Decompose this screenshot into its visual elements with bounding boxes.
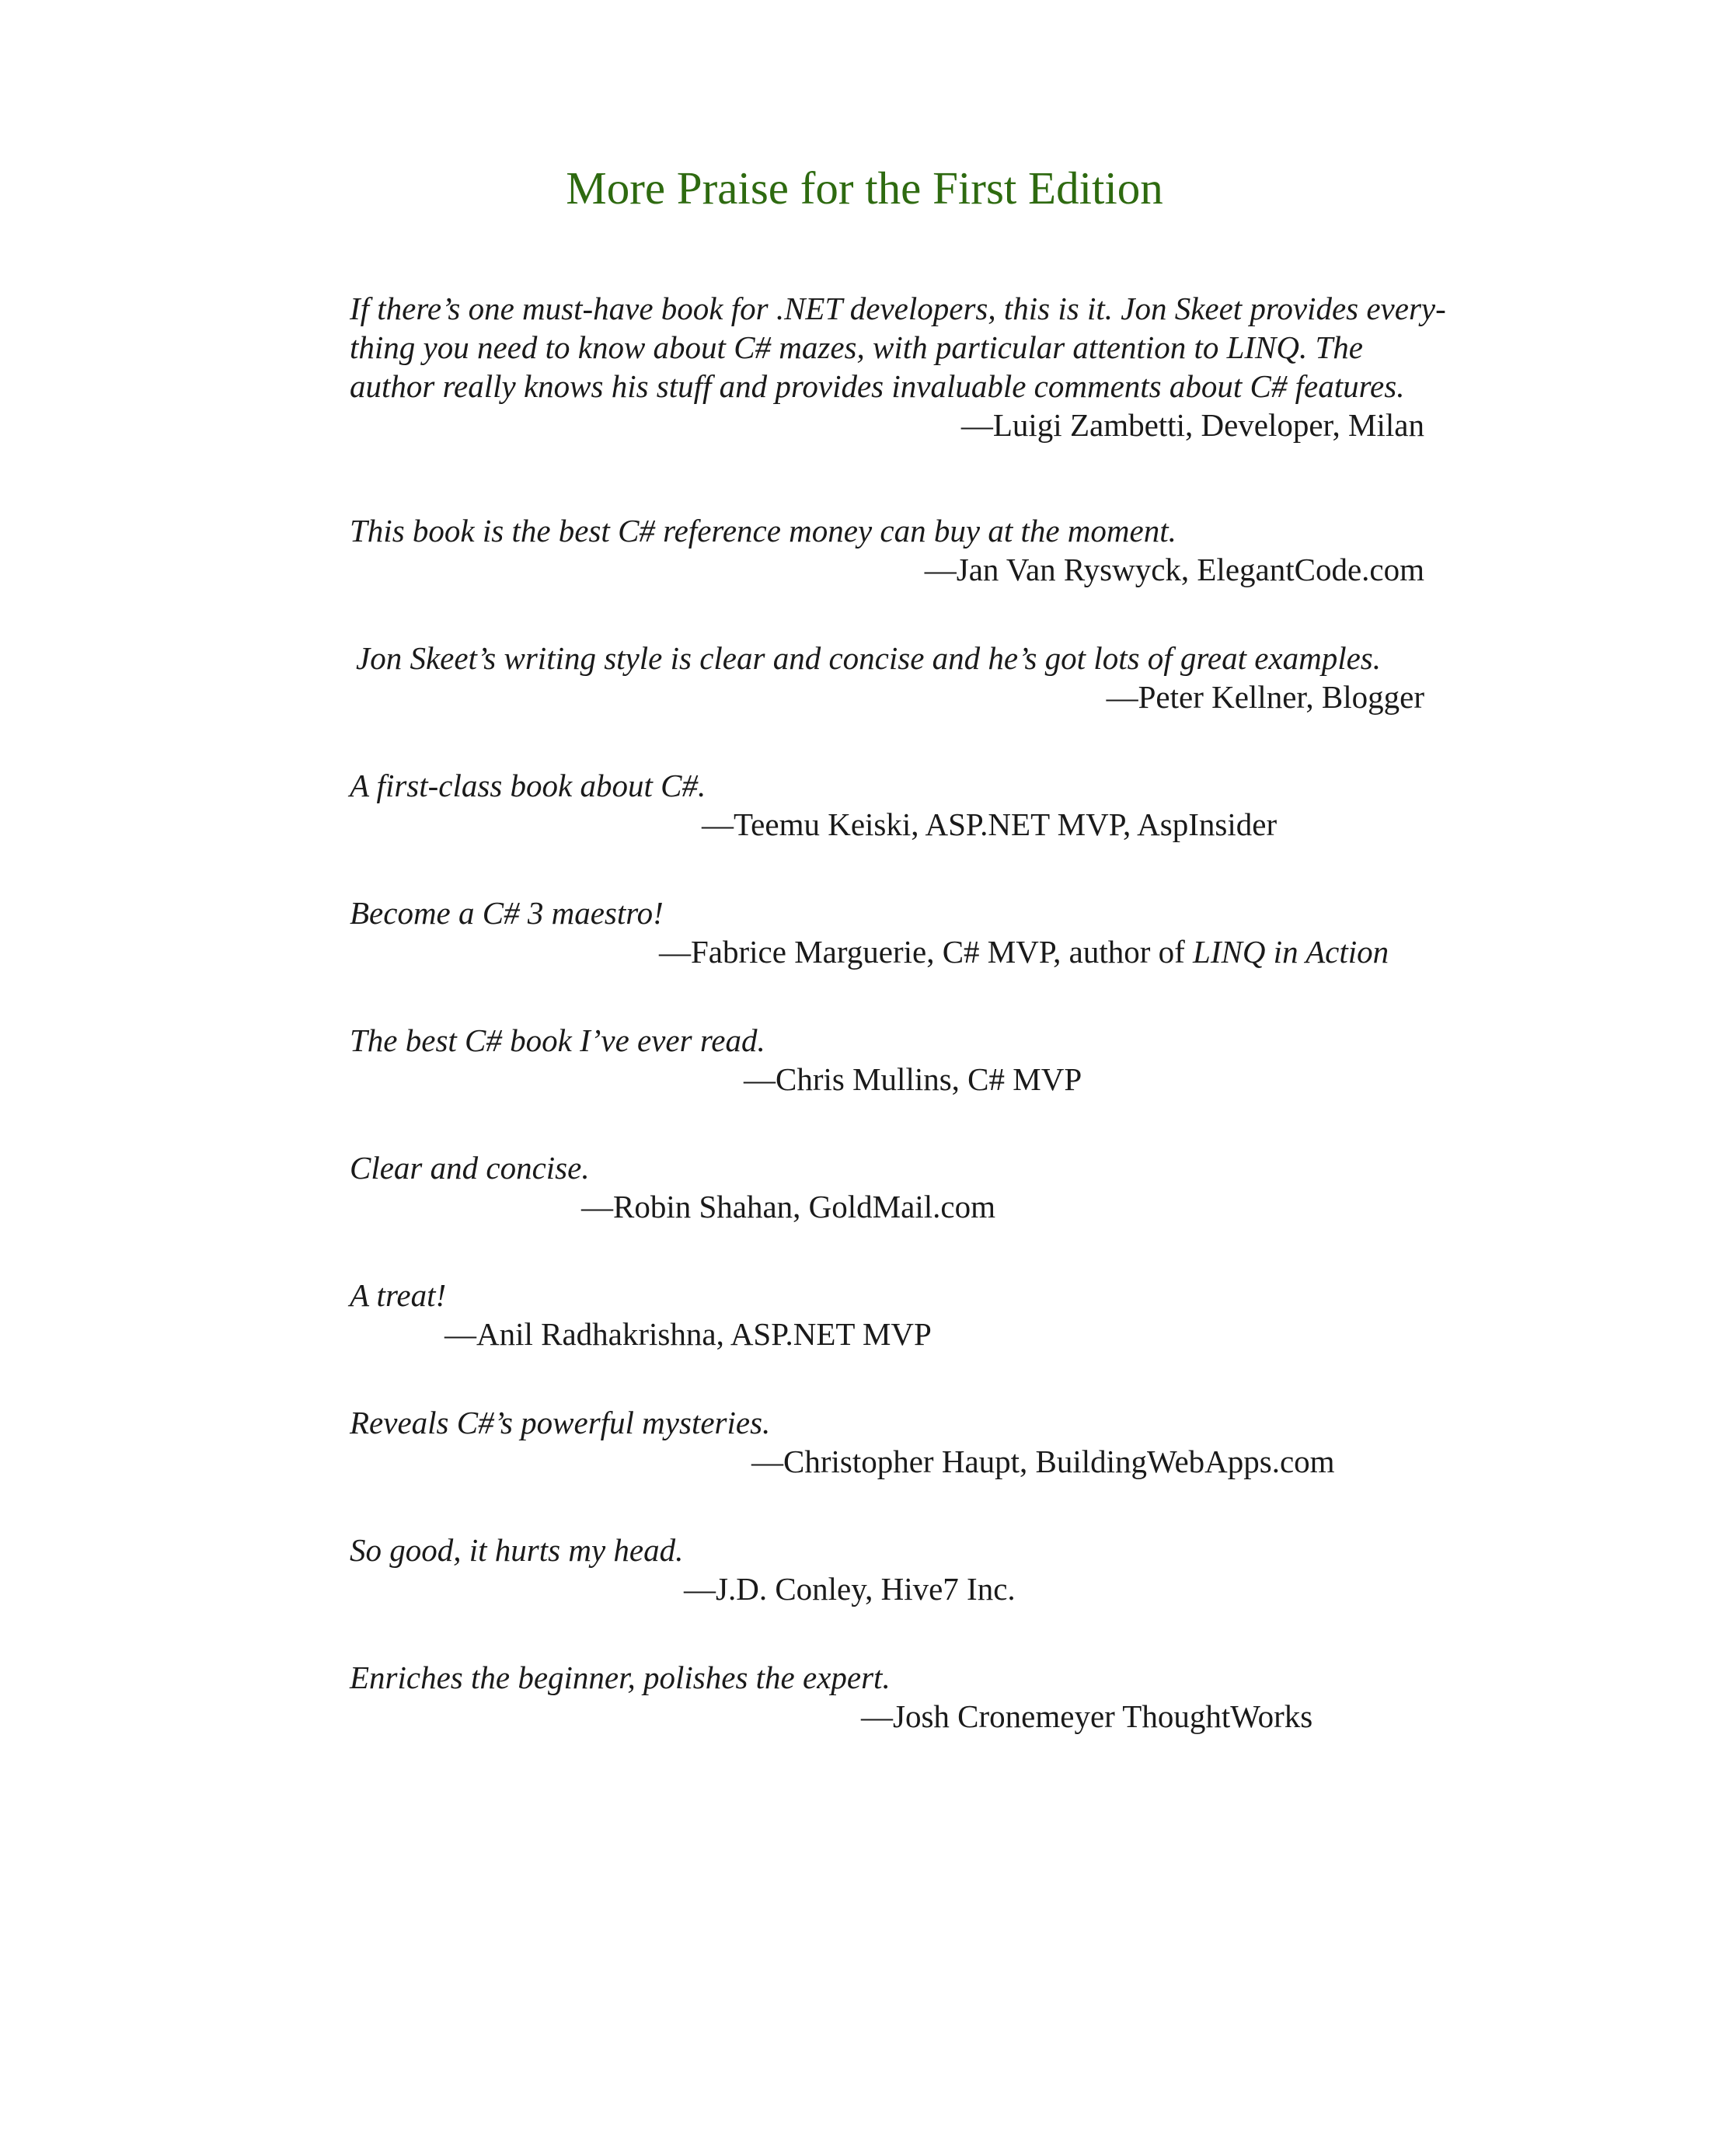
praise-entry xyxy=(350,1021,765,1060)
praise-attribution: —Luigi Zambetti, Developer, Milan xyxy=(960,407,1424,443)
praise-quote xyxy=(350,766,706,805)
praise-entry xyxy=(350,893,664,932)
attribution-text: —Fabrice Marguerie, C# MVP, author of xyxy=(659,934,1194,970)
quote-line: Reveals C#’s powerful mysteries. xyxy=(350,1405,771,1440)
praise-attribution: —Chris Mullins, C# MVP xyxy=(744,1061,1082,1097)
praise-quote xyxy=(350,1148,590,1187)
praise-entry xyxy=(350,1403,770,1442)
quote-line: So good, it hurts my head. xyxy=(350,1532,684,1568)
praise-quote xyxy=(350,893,664,932)
praise-entry xyxy=(350,1276,446,1315)
quote-line: Clear and concise. xyxy=(350,1150,590,1186)
quote-line: The best C# book I’ve ever read. xyxy=(350,1022,765,1058)
quote-line: author really knows his stuff and provides invaluable comments about C# features. xyxy=(350,368,1405,404)
praise-entry xyxy=(356,639,1381,677)
quote-line: A first-class book about C#. xyxy=(350,768,706,803)
praise-entry xyxy=(350,1531,683,1569)
praise-attribution: —Robin Shahan, GoldMail.com xyxy=(581,1189,995,1224)
praise-entry xyxy=(350,289,1446,406)
quote-line: A treat! xyxy=(350,1277,447,1313)
praise-attribution: —Teemu Keiski, ASP.NET MVP, AspInsider xyxy=(702,806,1278,842)
praise-quote xyxy=(356,639,1381,677)
praise-attribution: —Josh Cronemeyer ThoughtWorks xyxy=(861,1698,1313,1734)
quote-line: Jon Skeet’s writing style is clear and concise and he’s got lots of great examples. xyxy=(356,640,1382,676)
quote-line: If there’s one must-have book for .NET developers, this is it. Jon Skeet provides every- xyxy=(350,291,1446,326)
quote-line: Become a C# 3 maestro! xyxy=(350,895,664,931)
praise-quote xyxy=(350,1658,891,1697)
quote-line: Enriches the beginner, polishes the expert. xyxy=(350,1660,891,1695)
book-title: LINQ in Action xyxy=(1193,934,1389,970)
praise-attribution xyxy=(659,932,1389,971)
praise-quote xyxy=(350,1021,765,1060)
praise-quote xyxy=(350,1531,683,1569)
praise-attribution: —J.D. Conley, Hive7 Inc. xyxy=(684,1571,1016,1607)
praise-entry xyxy=(350,766,706,805)
page-title: More Praise for the First Edition xyxy=(566,162,1163,214)
quote-line: thing you need to know about C# mazes, with particular attention to LINQ. The xyxy=(350,329,1363,365)
praise-entry xyxy=(350,1658,891,1697)
quote-line: This book is the best C# reference money can buy at the moment. xyxy=(350,513,1176,549)
praise-entry xyxy=(350,1148,590,1187)
praise-quote xyxy=(350,1276,446,1315)
praise-attribution: —Peter Kellner, Blogger xyxy=(1106,679,1424,715)
praise-entry xyxy=(350,511,1176,550)
praise-attribution: —Christopher Haupt, BuildingWebApps.com xyxy=(751,1444,1335,1479)
praise-quote xyxy=(350,511,1176,550)
praise-quote xyxy=(350,1403,770,1442)
praise-attribution: —Anil Radhakrishna, ASP.NET MVP xyxy=(444,1316,932,1352)
praise-attribution: —Jan Van Ryswyck, ElegantCode.com xyxy=(924,552,1424,587)
praise-quote xyxy=(350,289,1446,406)
